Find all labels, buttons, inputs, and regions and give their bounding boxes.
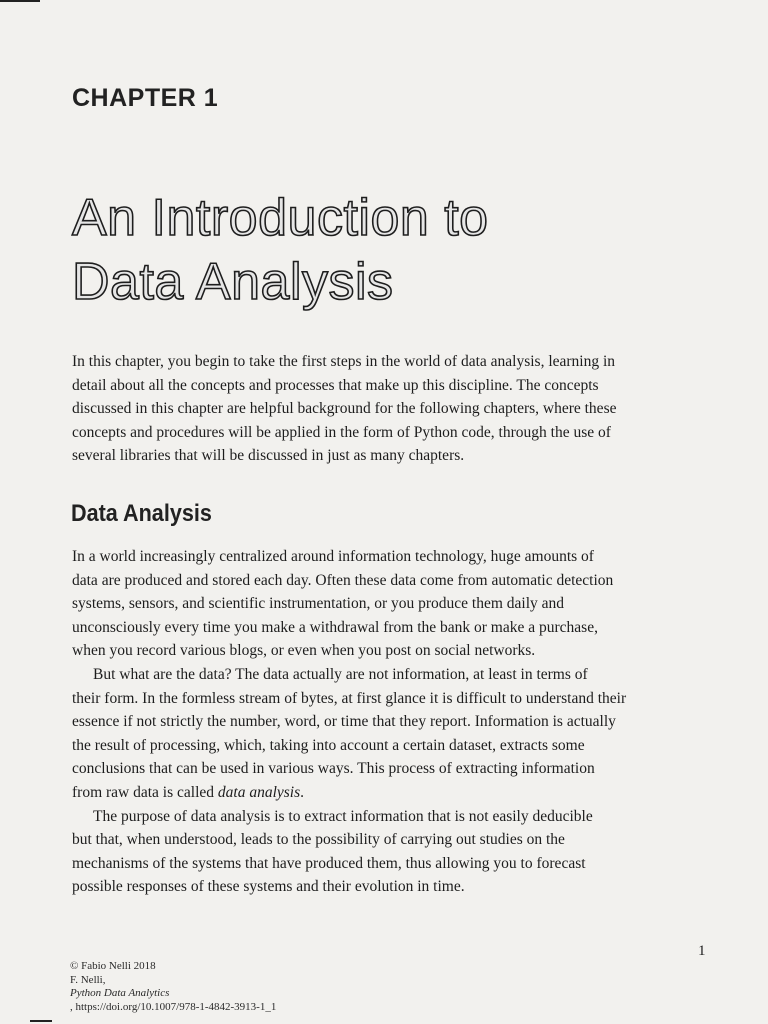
chapter-title-line-2: Data Analysis — [72, 253, 394, 311]
text-line: their form. In the formless stream of bytes, at first glance it is difficult to understand their — [72, 689, 627, 707]
citation-doi: , https://doi.org/10.1007/978-1-4842-3913-1_1 — [70, 1000, 277, 1013]
text-line — [72, 781, 708, 805]
text-line: essence if not strictly the number, word, or time that they report. Information is actually — [72, 713, 616, 731]
text-line: data are produced and stored each day. Often these data come from automatic detection — [72, 571, 614, 589]
text-run: . — [300, 783, 305, 801]
page-number: 1 — [698, 943, 706, 959]
text-line: discussed in this chapter are helpful background for the following chapters, where these — [72, 400, 617, 418]
text-line: systems, sensors, and scientific instrumentation, or you produce them daily and — [72, 595, 565, 613]
text-line: The purpose of data analysis is to extract information that is not easily deducible — [93, 807, 593, 825]
text-line: when you record various blogs, or even when you post on social networks. — [72, 642, 536, 660]
text-line: the result of processing, which, taking into account a certain dataset, extracts some — [72, 736, 585, 754]
citation-author: F. Nelli, — [70, 973, 106, 986]
scan-edge-mark-top — [0, 0, 40, 2]
scan-edge-mark-bottom — [30, 1020, 52, 1022]
footer — [70, 960, 630, 1014]
text-line: concepts and procedures will be applied in the form of Python code, through the use of — [72, 423, 611, 441]
copyright-line: © Fabio Nelli 2018 — [70, 960, 156, 972]
section-body — [72, 545, 708, 899]
text-line: mechanisms of the systems that have produced them, thus allowing you to forecast — [72, 854, 586, 872]
text-line: In this chapter, you begin to take the first steps in the world of data analysis, learning in — [72, 353, 616, 370]
citation-book-title: Python Data Analytics — [70, 987, 170, 999]
chapter-label: CHAPTER 1 — [72, 84, 219, 112]
citation-line — [70, 974, 630, 1015]
text-line: possible responses of these systems and their evolution in time. — [72, 878, 465, 896]
text-line: conclusions that can be used in various ways. This process of extracting information — [72, 760, 595, 778]
emphasized-term: data analysis — [217, 783, 301, 801]
text-run: from raw data is called — [72, 783, 215, 801]
text-line: But what are the data? The data actually are not information, at least in terms of — [93, 665, 588, 683]
chapter-title-line-1: An Introduction to — [72, 189, 489, 247]
text-line: In a world increasingly centralized around information technology, huge amounts of — [72, 548, 594, 565]
text-line: several libraries that will be discussed in just as many chapters. — [72, 447, 465, 465]
text-line: unconsciously every time you make a withdrawal from the bank or make a purchase, — [72, 618, 598, 636]
text-line: but that, when understood, leads to the possibility of carrying out studies on the — [72, 831, 565, 849]
section-heading: Data Analysis — [71, 500, 212, 527]
text-line: detail about all the concepts and processes that make up this discipline. The concepts — [72, 376, 599, 394]
chapter-title — [72, 186, 692, 314]
intro-paragraph — [72, 350, 704, 468]
